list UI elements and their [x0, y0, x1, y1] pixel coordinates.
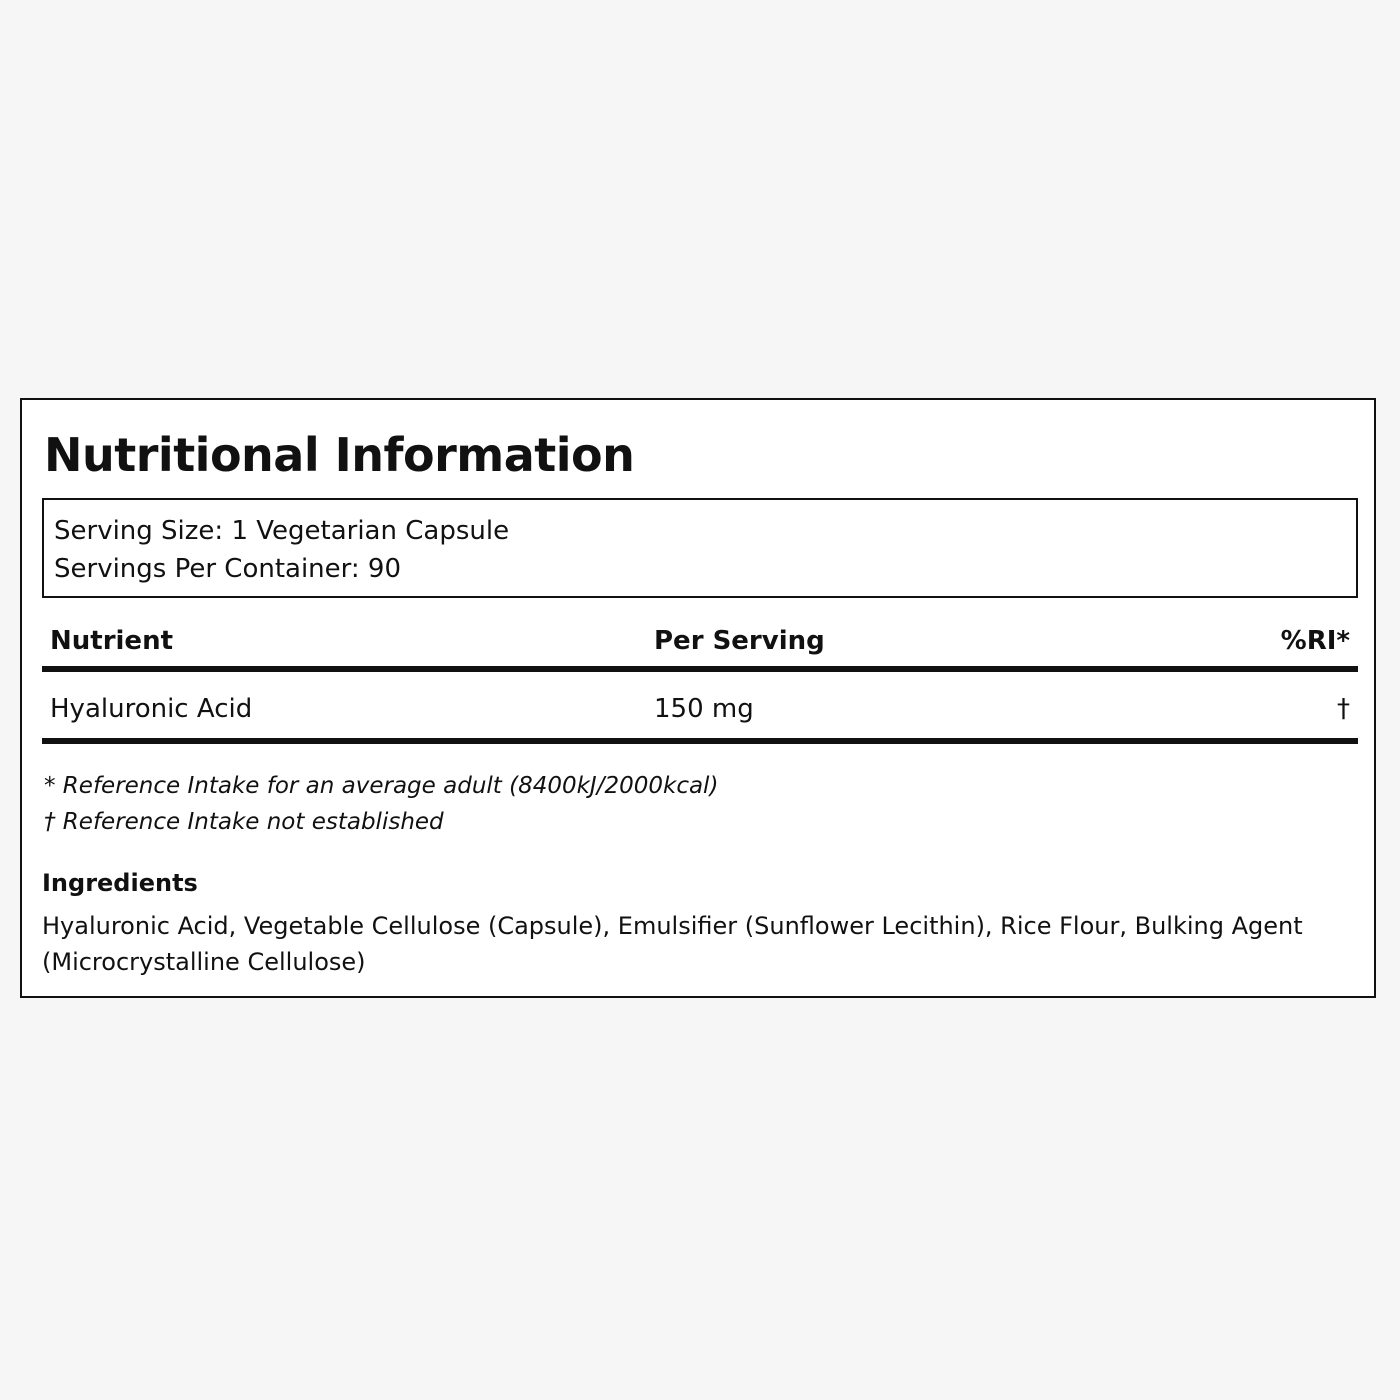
serving-info-box — [42, 498, 1358, 598]
servings-per-container: Servings Per Container: 90 — [54, 554, 402, 584]
cell-ri: † — [1337, 694, 1350, 724]
table-row — [42, 672, 1358, 744]
table-header-row — [42, 620, 1358, 672]
footnote-reference-intake: * Reference Intake for an average adult (8400kJ/2000kcal) — [44, 773, 719, 799]
ingredients-heading: Ingredients — [42, 869, 198, 897]
ingredients-list: Hyaluronic Acid, Vegetable Cellulose (Capsule), Emulsifier (Sunflower Lecithin), Rice Flour, Bulking Agent (Microcrystalline Cellulose) — [42, 912, 1303, 976]
cell-per-serving: 150 mg — [654, 694, 754, 724]
footnotes — [44, 768, 718, 840]
panel-title: Nutritional Information — [44, 428, 635, 482]
column-header-per-serving: Per Serving — [654, 626, 825, 656]
column-header-nutrient: Nutrient — [50, 626, 174, 656]
serving-size: Serving Size: 1 Vegetarian Capsule — [54, 516, 510, 546]
cell-nutrient: Hyaluronic Acid — [50, 694, 253, 724]
nutrient-table — [42, 620, 1358, 744]
nutrition-panel — [20, 398, 1376, 998]
column-header-ri: %RI* — [1280, 626, 1350, 656]
footnote-not-established: † Reference Intake not established — [44, 809, 444, 835]
